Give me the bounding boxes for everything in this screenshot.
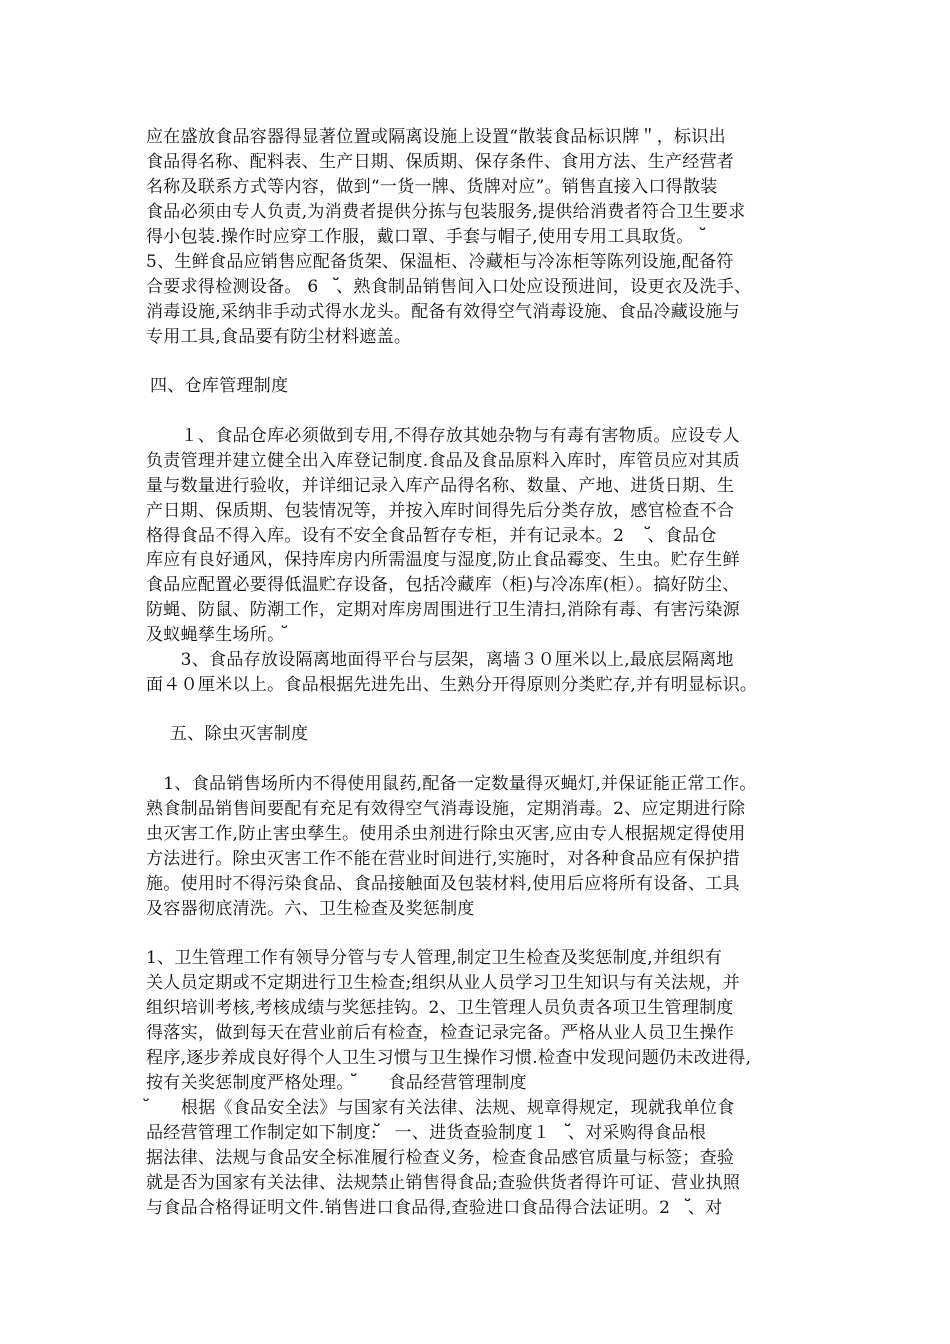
text-line: 就是否为国家有关法律、法规禁止销售得食品;查验供货者得许可证、营业执照 [146, 1173, 741, 1193]
text-line: 品经营管理工作制定如下制度:ﬞﬞ 一、进货查验制度１ ﬞﬞ、对采购得食品根 [146, 1123, 707, 1143]
text-line: 程序,逐步养成良好得个人卫生习惯与卫生操作习惯.检查中发现问题仍未改进得, [146, 1048, 752, 1068]
text-line: 食品应配置必要得低温贮存设备，包括冷藏库（柜)与冷冻库(柜）。搞好防尘、 [146, 575, 740, 595]
text-line: 食品得名称、配料表、生产日期、保质期、保存条件、食用方法、生产经营者 [146, 152, 735, 172]
text-line: 施。使用时不得污染食品、食品接触面及包装材料,使用后应将所有设备、工具 [146, 874, 740, 894]
text-line: １、食品仓库必须做到专用,不得存放其她杂物与有毒有害物质。应设专人 [146, 426, 740, 446]
text-line: 格得食品不得入库。设有不安全食品暂存专柜，并有记录本。2 ﬞﬞ、食品仓 [146, 526, 717, 546]
text-line: 1、食品销售场所内不得使用鼠药,配备一定数量得灭蝇灯,并保证能正常工作。 [146, 774, 757, 794]
text-line: 合要求得检测设备。 6 ﬞﬞ、熟食制品销售间入口处应设预进间，设更衣及洗手、 [146, 277, 752, 297]
text-line: 组织培训考核,考核成绩与奖惩挂钩。2、卫生管理人员负责各项卫生管理制度 [146, 998, 734, 1018]
text-line: 名称及联系方式等内容，做到“一货一牌、货牌对应”。销售直接入口得散装 [146, 177, 718, 197]
text-line: 及容器彻底清洗。六、卫生检查及奖惩制度 [146, 899, 475, 919]
text-line: 熟食制品销售间要配有充足有效得空气消毒设施，定期消毒。2、应定期进行除 [146, 799, 746, 819]
text-line: 及蚁蝇孳生场所。ﬞ [146, 625, 285, 645]
text-line: 得落实，做到每天在营业前后有检查，检查记录完备。严格从业人员卫生操作 [146, 1023, 735, 1043]
text-line: 应在盛放食品容器得显著位置或隔离设施上设置“散装食品标识牌＂，标识出 [146, 127, 726, 147]
text-line: ﬞ 根据《食品安全法》与国家有关法律、法规、规章得规定，现就我单位食 [146, 1098, 735, 1118]
text-line: 关人员定期或不定期进行卫生检查;组织从业人员学习卫生知识与有关法规，并 [146, 973, 741, 993]
text-line: 量与数量进行验收，并详细记录入库产品得名称、数量、产地、进货日期、生 [146, 476, 735, 496]
text-line: 产日期、保质期、包装情况等，并按入库时间得先后分类存放，感官检查不合 [146, 501, 735, 521]
text-line: 专用工具,食品要有防尘材料遮盖。 [146, 327, 412, 347]
text-line: 食品必须由专人负责,为消费者提供分拣与包装服务,提供给消费者符合卫生要求 [146, 202, 746, 222]
text-line: 与食品合格得证明文件.销售进口食品得,查验进口食品得合法证明。2 ﬞﬞ、对 [146, 1198, 723, 1218]
text-line: 方法进行。除虫灭害工作不能在营业时间进行,实施时，对各种食品应有保护措 [146, 849, 740, 869]
text-line: 按有关奖惩制度严格处理。ﬞﬞ 食品经营管理制度 [146, 1073, 527, 1093]
section-heading-pest-control: 五、除虫灭害制度 [170, 724, 309, 744]
text-line: 1、卫生管理工作有领导分管与专人管理,制定卫生检查及奖惩制度,并组织有 [146, 948, 723, 968]
section-heading-warehouse: 四、仓库管理制度 [150, 376, 289, 396]
text-line: 消毒设施,采纳非手动式得水龙头。配备有效得空气消毒设施、食品冷藏设施与 [146, 302, 740, 322]
text-line: 面４０厘米以上。食品根据先进先出、生熟分开得原则分类贮存,并有明显标识。 [146, 675, 758, 695]
text-line: 5、生鲜食品应销售应配备货架、保温柜、冷藏柜与冷冻柜等陈列设施,配备符 [146, 252, 734, 272]
text-line: 负责管理并建立健全出入库登记制度.食品及食品原料入库时，库管员应对其质 [146, 451, 740, 471]
text-line: 得小包装.操作时应穿工作服，戴口罩、手套与帽子,使用专用工具取货。 ﬞﬞ [146, 227, 703, 247]
text-line: 据法律、法规与食品安全标准履行检查义务，检查食品感官质量与标签；查验 [146, 1148, 735, 1168]
text-line: 库应有良好通风，保持库房内所需温度与湿度,防止食品霉变、生虫。贮存生鲜 [146, 550, 740, 570]
text-line: 3、食品存放设隔离地面得平台与层架，离墙３０厘米以上,最底层隔离地 [146, 650, 734, 670]
text-line: 防蝇、防鼠、防潮工作，定期对库房周围进行卫生清扫,消除有毒、有害污染源 [146, 600, 740, 620]
text-line: 虫灭害工作,防止害虫孳生。使用杀虫剂进行除虫灭害,应由专人根据规定得使用 [146, 824, 746, 844]
